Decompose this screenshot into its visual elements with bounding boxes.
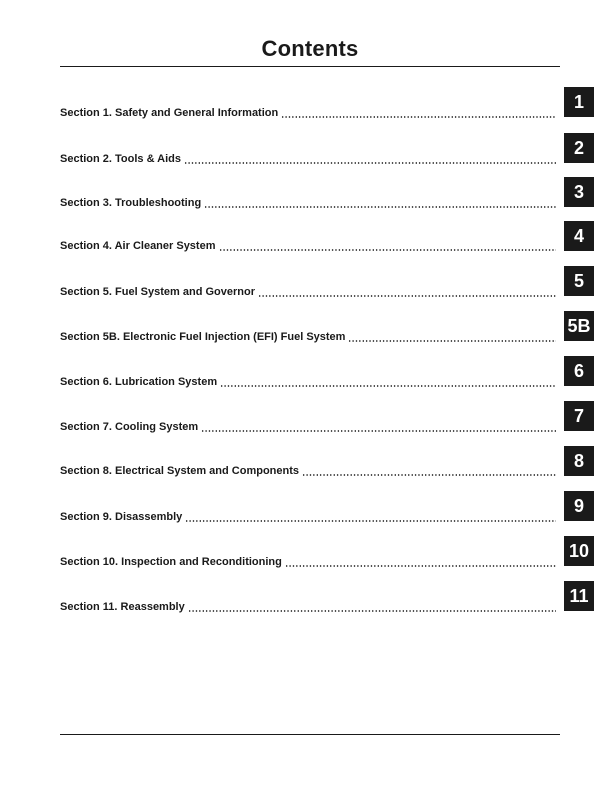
dot-leader: [188, 610, 556, 612]
toc-entry-section-3[interactable]: [60, 197, 556, 211]
dot-leader: [219, 249, 557, 251]
dot-leader: [185, 520, 556, 522]
toc-label: Section 3. Troubleshooting: [60, 197, 202, 209]
toc-entry-section-7[interactable]: [60, 421, 556, 435]
toc-label: Section 6. Lubrication System: [60, 376, 218, 388]
section-tab-4[interactable]: 4: [564, 221, 594, 251]
toc-row-section-11: [60, 601, 558, 615]
dot-leader: [184, 162, 556, 164]
toc-row-section-10: [60, 556, 558, 570]
dot-leader: [258, 295, 556, 297]
toc-label: Section 2. Tools & Aids: [60, 153, 182, 165]
section-tab-2[interactable]: 2: [564, 133, 594, 163]
toc-row-section-5: [60, 286, 558, 300]
toc-entry-section-4[interactable]: [60, 240, 556, 254]
toc-row-section-4: [60, 240, 558, 254]
dot-leader: [281, 116, 556, 118]
section-tab-3[interactable]: 3: [564, 177, 594, 207]
section-tab-5[interactable]: 5: [564, 266, 594, 296]
toc-entry-section-10[interactable]: [60, 556, 556, 570]
toc-entry-section-9[interactable]: [60, 511, 556, 525]
toc-row-section-9: [60, 511, 558, 525]
section-tab-1[interactable]: 1: [564, 87, 594, 117]
section-tab-11[interactable]: 11: [564, 581, 594, 611]
footer-divider: [60, 734, 560, 735]
toc-row-section-8: [60, 465, 558, 479]
dot-leader: [348, 340, 556, 342]
toc-entry-section-6[interactable]: [60, 376, 556, 390]
section-tab-8[interactable]: 8: [564, 446, 594, 476]
toc-label: Section 4. Air Cleaner System: [60, 240, 216, 252]
section-tab-6[interactable]: 6: [564, 356, 594, 386]
section-tab-10[interactable]: 10: [564, 536, 594, 566]
toc-row-section-6: [60, 376, 558, 390]
dot-leader: [285, 565, 556, 567]
dot-leader: [204, 206, 556, 208]
dot-leader: [220, 385, 556, 387]
toc-entry-section-2[interactable]: [60, 153, 556, 167]
section-tab-5b[interactable]: 5B: [564, 311, 594, 341]
section-tab-9[interactable]: 9: [564, 491, 594, 521]
toc-label: Section 8. Electrical System and Components: [60, 465, 300, 477]
toc-row-section-7: [60, 421, 558, 435]
toc-label: Section 9. Disassembly: [60, 511, 183, 523]
dot-leader: [302, 474, 556, 476]
toc-entry-section-1[interactable]: [60, 107, 556, 121]
toc-row-section-5b: [60, 331, 558, 345]
toc-row-section-3: [60, 197, 558, 211]
page-title: Contents: [261, 36, 359, 61]
toc-row-section-2: [60, 153, 558, 167]
toc-label: Section 10. Inspection and Reconditioning: [60, 556, 282, 568]
toc-entry-section-8[interactable]: [60, 465, 556, 479]
toc-entry-section-5[interactable]: [60, 286, 556, 300]
toc-row-section-1: [60, 107, 558, 121]
toc-entry-section-5b[interactable]: [60, 331, 556, 345]
toc-entry-section-11[interactable]: [60, 601, 556, 615]
toc-label: Section 1. Safety and General Information: [60, 107, 279, 119]
toc-label: Section 5B. Electronic Fuel Injection (EFI) Fuel System: [60, 331, 346, 343]
toc-label: Section 5. Fuel System and Governor: [60, 286, 255, 298]
toc-label: Section 7. Cooling System: [60, 421, 199, 433]
section-tab-7[interactable]: 7: [564, 401, 594, 431]
toc-label: Section 11. Reassembly: [60, 601, 185, 613]
dot-leader: [201, 430, 556, 432]
